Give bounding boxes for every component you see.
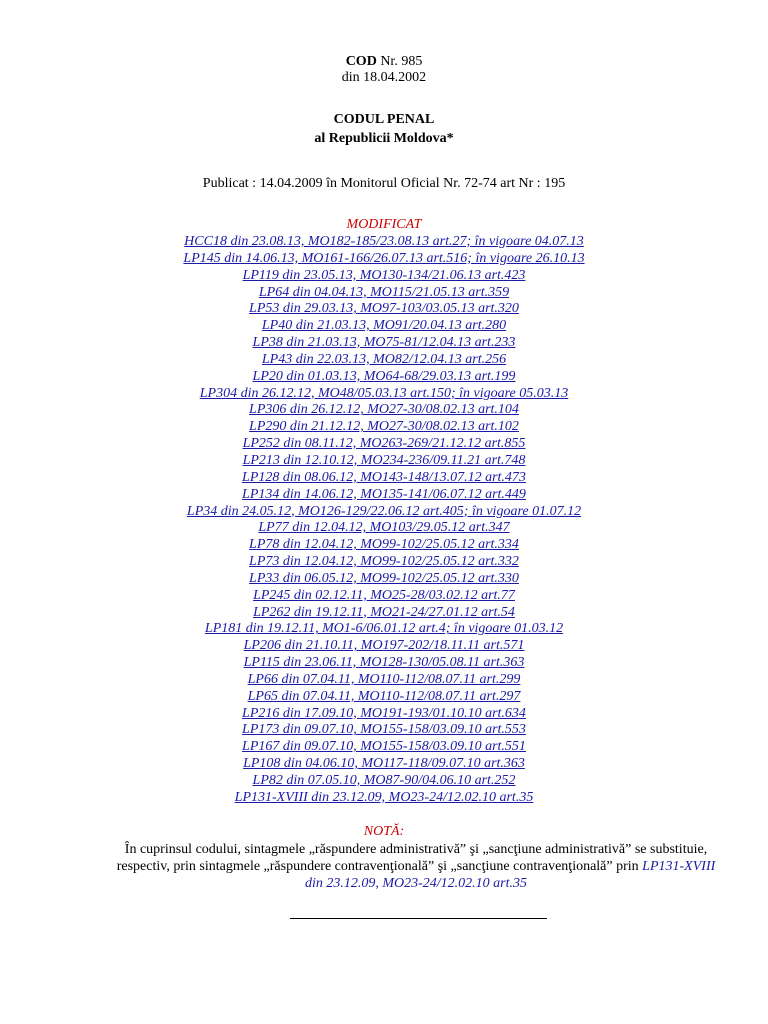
note-label: NOTĂ:	[363, 824, 405, 839]
amendment-item	[0, 621, 768, 638]
amendment-link[interactable]: LP128 din 08.06.12, MO143-148/13.07.12 art.473	[242, 469, 526, 485]
amendment-item	[0, 689, 768, 706]
amendment-link[interactable]: LP173 din 09.07.10, MO155-158/03.09.10 art.553	[242, 722, 526, 738]
amendments-list	[0, 234, 768, 807]
amendment-item	[0, 369, 768, 386]
amendment-item	[0, 790, 768, 807]
amendment-item	[0, 453, 768, 470]
modified-label: MODIFICAT	[346, 217, 422, 232]
amendment-link[interactable]: LP134 din 14.06.12, MO135-141/06.07.12 art.449	[242, 486, 526, 502]
amendment-link[interactable]: LP131-XVIII din 23.12.09, MO23-24/12.02.10 art.35	[234, 789, 534, 805]
amendment-item	[0, 756, 768, 773]
code-number-line	[0, 54, 768, 70]
amendment-link[interactable]: LP33 din 06.05.12, MO99-102/25.05.12 art.330	[249, 570, 519, 586]
amendment-item	[0, 520, 768, 537]
amendment-item	[0, 470, 768, 487]
amendment-link[interactable]: HCC18 din 23.08.13, MO182-185/23.08.13 art.27; în vigoare 04.07.13	[184, 234, 584, 249]
amendment-item	[0, 554, 768, 571]
amendment-link[interactable]: LP119 din 23.05.13, MO130-134/21.06.13 art.423	[242, 267, 526, 283]
amendment-link[interactable]: LP20 din 01.03.13, MO64-68/29.03.13 art.199	[252, 368, 516, 384]
note-link[interactable]: LP131-XVIII din 23.12.09, MO23-24/12.02.10 art.35	[304, 859, 716, 891]
amendment-link[interactable]: LP167 din 09.07.10, MO155-158/03.09.10 art.551	[242, 739, 526, 755]
code-label: COD	[345, 54, 377, 69]
amendment-link[interactable]: LP43 din 22.03.13, MO82/12.04.13 art.256	[261, 351, 507, 367]
amendment-item	[0, 672, 768, 689]
amendment-link[interactable]: LP78 din 12.04.12, MO99-102/25.05.12 art.334	[249, 537, 519, 553]
publication-info: Publicat : 14.04.2009 în Monitorul Oficial Nr. 72-74 art Nr : 195	[202, 176, 566, 191]
amendment-link[interactable]: LP66 din 07.04.11, MO110-112/08.07.11 art.299	[247, 671, 521, 687]
amendment-link[interactable]: LP304 din 26.12.12, MO48/05.03.13 art.150; în vigoare 05.03.13	[199, 385, 569, 401]
amendment-link[interactable]: LP206 din 21.10.11, MO197-202/18.11.11 art.571	[243, 638, 525, 654]
document-subtitle: al Republicii Moldova*	[314, 131, 454, 146]
amendment-item	[0, 251, 768, 268]
amendment-item	[0, 605, 768, 622]
amendment-item	[0, 285, 768, 302]
amendment-item	[0, 588, 768, 605]
note-body	[110, 841, 722, 892]
code-date: din 18.04.2002	[341, 70, 427, 85]
separator-line	[290, 918, 547, 919]
amendment-link[interactable]: LP34 din 24.05.12, MO126-129/22.06.12 art.405; în vigoare 01.07.12	[186, 503, 582, 519]
amendment-link[interactable]: LP245 din 02.12.11, MO25-28/03.02.12 art.77	[253, 587, 515, 603]
amendment-item	[0, 773, 768, 790]
amendment-item	[0, 402, 768, 419]
amendment-item	[0, 234, 768, 251]
amendment-link[interactable]: LP145 din 14.06.13, MO161-166/26.07.13 art.516; în vigoare 26.10.13	[183, 250, 585, 266]
amendment-link[interactable]: LP77 din 12.04.12, MO103/29.05.12 art.347	[258, 520, 510, 536]
amendment-item	[0, 352, 768, 369]
amendment-item	[0, 655, 768, 672]
amendment-item	[0, 504, 768, 521]
amendment-link[interactable]: LP262 din 19.12.11, MO21-24/27.01.12 art.54	[253, 604, 515, 620]
amendment-item	[0, 487, 768, 504]
amendment-link[interactable]: LP64 din 04.04.13, MO115/21.05.13 art.359	[258, 284, 510, 300]
amendment-item	[0, 318, 768, 335]
amendment-item	[0, 537, 768, 554]
amendment-item	[0, 301, 768, 318]
amendment-link[interactable]: LP181 din 19.12.11, MO1-6/06.01.12 art.4; în vigoare 01.03.12	[204, 621, 564, 637]
amendment-link[interactable]: LP216 din 17.09.10, MO191-193/01.10.10 art.634	[242, 705, 526, 721]
document-title: CODUL PENAL	[333, 112, 435, 127]
amendment-item	[0, 739, 768, 756]
amendment-link[interactable]: LP290 din 21.12.12, MO27-30/08.02.13 art.102	[249, 419, 519, 435]
amendment-link[interactable]: LP115 din 23.06.11, MO128-130/05.08.11 art.363	[243, 655, 525, 671]
note-text: În cuprinsul codului, sintagmele „răspundere administrativă” şi „sancţiune administrativă” se substituie, respectiv, prin sintagmele „răspundere contravenţională” şi „sancţiune contravenţională” prin	[116, 842, 708, 874]
amendment-link[interactable]: LP38 din 21.03.13, MO75-81/12.04.13 art.233	[252, 335, 516, 351]
amendment-link[interactable]: LP306 din 26.12.12, MO27-30/08.02.13 art.104	[249, 402, 519, 418]
amendment-link[interactable]: LP53 din 29.03.13, MO97-103/03.05.13 art.320	[249, 301, 519, 317]
amendment-link[interactable]: LP213 din 12.10.12, MO234-236/09.11.21 art.748	[242, 452, 526, 468]
amendment-link[interactable]: LP65 din 07.04.11, MO110-112/08.07.11 art.297	[247, 688, 521, 704]
amendment-link[interactable]: LP108 din 04.06.10, MO117-118/09.07.10 art.363	[243, 756, 525, 772]
amendment-item	[0, 706, 768, 723]
amendment-link[interactable]: LP252 din 08.11.12, MO263-269/21.12.12 art.855	[242, 436, 526, 452]
amendment-item	[0, 419, 768, 436]
amendment-link[interactable]: LP82 din 07.05.10, MO87-90/04.06.10 art.252	[252, 773, 516, 788]
amendment-item	[0, 268, 768, 285]
amendment-item	[0, 638, 768, 655]
amendment-item	[0, 436, 768, 453]
amendment-link[interactable]: LP40 din 21.03.13, MO91/20.04.13 art.280	[261, 318, 507, 334]
amendment-item	[0, 386, 768, 403]
amendment-item	[0, 335, 768, 352]
amendment-item	[0, 722, 768, 739]
code-number: Nr. 985	[376, 54, 423, 69]
amendment-item	[0, 571, 768, 588]
amendment-link[interactable]: LP73 din 12.04.12, MO99-102/25.05.12 art.332	[249, 554, 519, 570]
